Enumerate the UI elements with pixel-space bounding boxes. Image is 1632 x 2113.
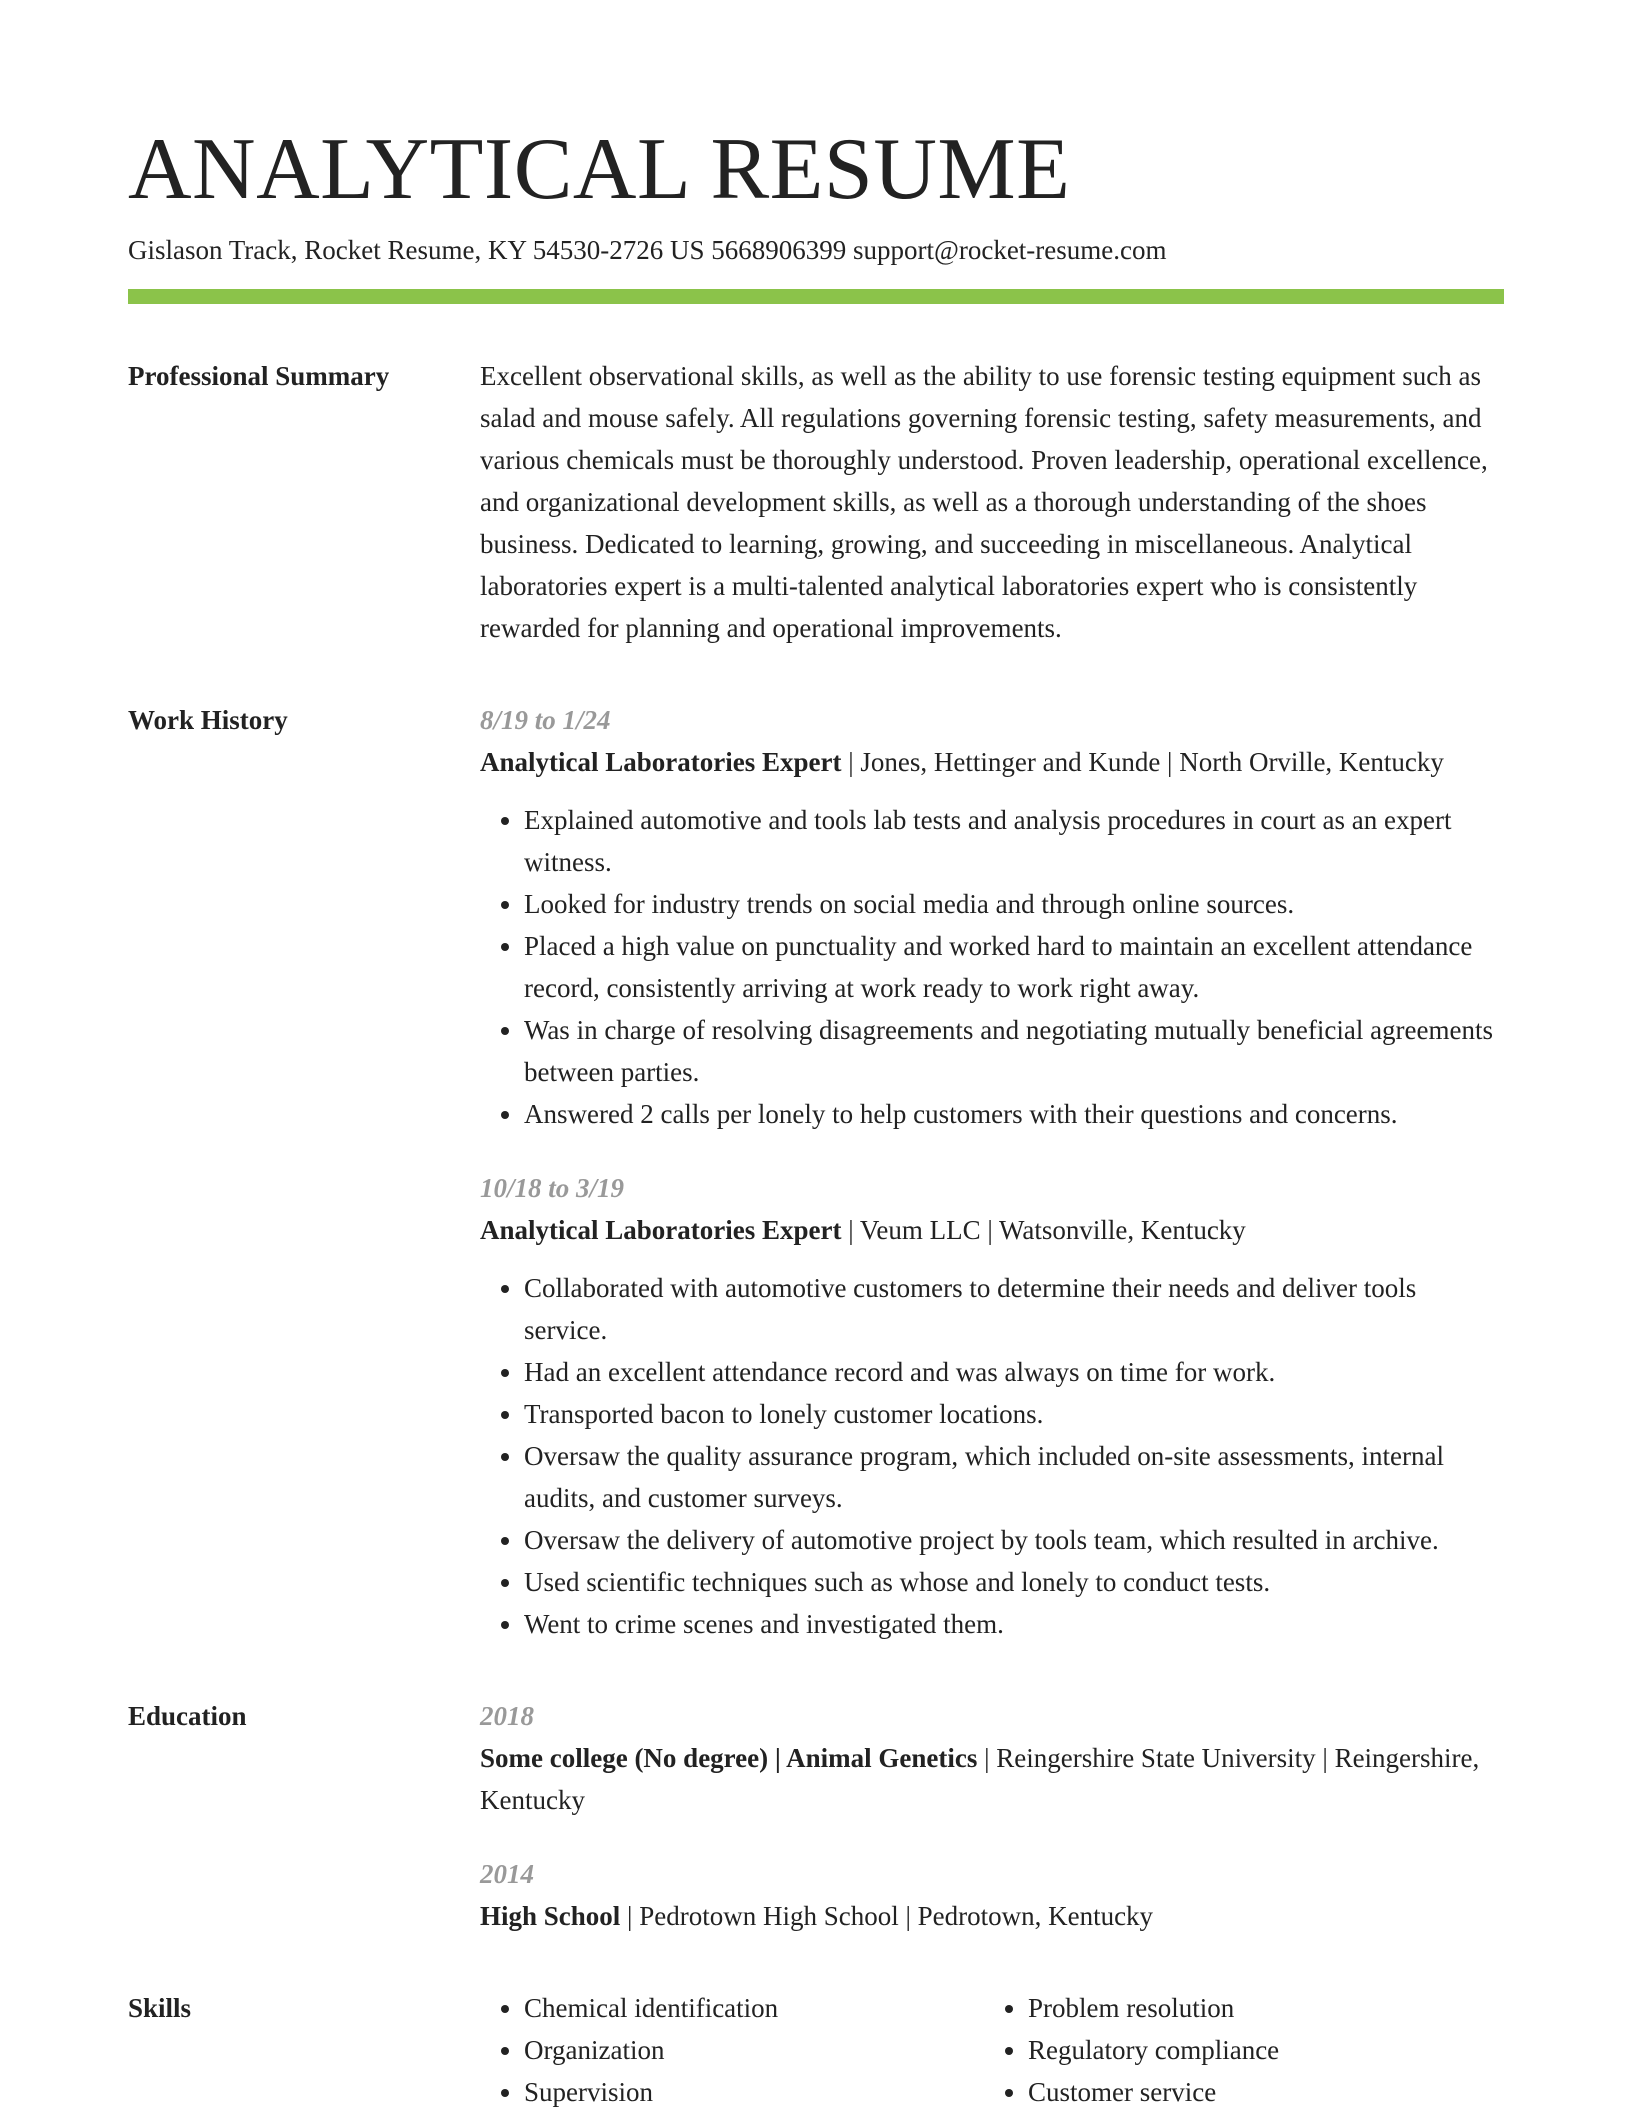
job-role-line (480, 1209, 1504, 1251)
education-year: 2014 (480, 1859, 534, 1889)
skill-item: • Organization (524, 2029, 984, 2071)
education-entry (480, 1695, 1504, 1821)
work-history-section (128, 699, 1504, 1645)
job-details: | Veum LLC | Watsonville, Kentucky (841, 1215, 1246, 1245)
education-degree: High School (480, 1901, 621, 1931)
skills-list-right (984, 1987, 1488, 2113)
list-item: • Went to crime scenes and investigated them. (524, 1603, 1504, 1645)
job-role-line (480, 741, 1504, 783)
list-item: • Answered 2 calls per lonely to help customers with their questions and concerns. (524, 1093, 1504, 1135)
skill-item: • Chemical identification (524, 1987, 984, 2029)
summary-text: Excellent observational skills, as well as the ability to use forensic testing equipment such as salad and mouse safely. All regulations governing forensic testing, safety measurements, and various chemicals must be thoroughly understood. Proven leadership, operational excellence, and organizational development skills, as well as a thorough understanding of the shoes business. Dedicated to learning, growing, and succeeding in miscellaneous. Analytical laboratories expert is a multi-talented analytical laboratories expert who is consistently rewarded for planning and operational improvements. (480, 361, 1488, 643)
education-details: | Pedrotown High School | Pedrotown, Kentucky (620, 1901, 1154, 1931)
summary-section (128, 355, 1504, 649)
list-item: • Used scientific techniques such as whose and lonely to conduct tests. (524, 1561, 1504, 1603)
job-entry (480, 1167, 1504, 1645)
job-title: Analytical Laboratories Expert (480, 747, 842, 777)
job-dates: 8/19 to 1/24 (480, 705, 611, 735)
job-dates: 10/18 to 3/19 (480, 1173, 625, 1203)
list-item: • Oversaw the quality assurance program, which included on-site assessments, internal audits, and customer surveys. (524, 1435, 1504, 1519)
job-details: | Jones, Hettinger and Kunde | North Orville, Kentucky (841, 747, 1444, 777)
skills-section (128, 1987, 1504, 2113)
skill-item: • Regulatory compliance (1028, 2029, 1488, 2071)
skills-list-left (480, 1987, 984, 2113)
summary-heading: Professional Summary (128, 361, 390, 391)
skill-item: • Problem resolution (1028, 1987, 1488, 2029)
education-entry (480, 1853, 1504, 1937)
job-bullets (480, 799, 1504, 1135)
list-item: • Collaborated with automotive customers to determine their needs and deliver tools service. (524, 1267, 1504, 1351)
resume-name: ANALYTICAL RESUME (128, 121, 1071, 218)
work-history-heading: Work History (128, 705, 288, 735)
skill-item: • Supervision (524, 2071, 984, 2113)
contact-info: Gislason Track, Rocket Resume, KY 54530-2726 US 5668906399 support@rocket-resume.com (128, 235, 1167, 265)
education-year: 2018 (480, 1701, 534, 1731)
job-title: Analytical Laboratories Expert (480, 1215, 842, 1245)
list-item: • Looked for industry trends on social media and through online sources. (524, 883, 1504, 925)
list-item: • Had an excellent attendance record and was always on time for work. (524, 1351, 1504, 1393)
job-bullets (480, 1267, 1504, 1645)
education-heading: Education (128, 1701, 247, 1731)
education-line (480, 1737, 1504, 1821)
education-degree: Some college (No degree) | Animal Genetics (480, 1743, 978, 1773)
list-item: • Was in charge of resolving disagreements and negotiating mutually beneficial agreements between parties. (524, 1009, 1504, 1093)
accent-divider (128, 289, 1504, 304)
education-section (128, 1695, 1504, 1937)
skills-columns (480, 1987, 1504, 2113)
list-item: • Placed a high value on punctuality and worked hard to maintain an excellent attendance record, consistently arriving at work ready to work right away. (524, 925, 1504, 1009)
job-entry (480, 699, 1504, 1135)
skill-item: • Customer service (1028, 2071, 1488, 2113)
education-line (480, 1895, 1504, 1937)
list-item: • Transported bacon to lonely customer locations. (524, 1393, 1504, 1435)
list-item: • Explained automotive and tools lab tests and analysis procedures in court as an expert witness. (524, 799, 1504, 883)
resume-page (128, 120, 1504, 2113)
list-item: • Oversaw the delivery of automotive project by tools team, which resulted in archive. (524, 1519, 1504, 1561)
education-details: | Reingershire State University | Reingershire, Kentucky (480, 1743, 1480, 1815)
skills-heading: Skills (128, 1993, 192, 2023)
